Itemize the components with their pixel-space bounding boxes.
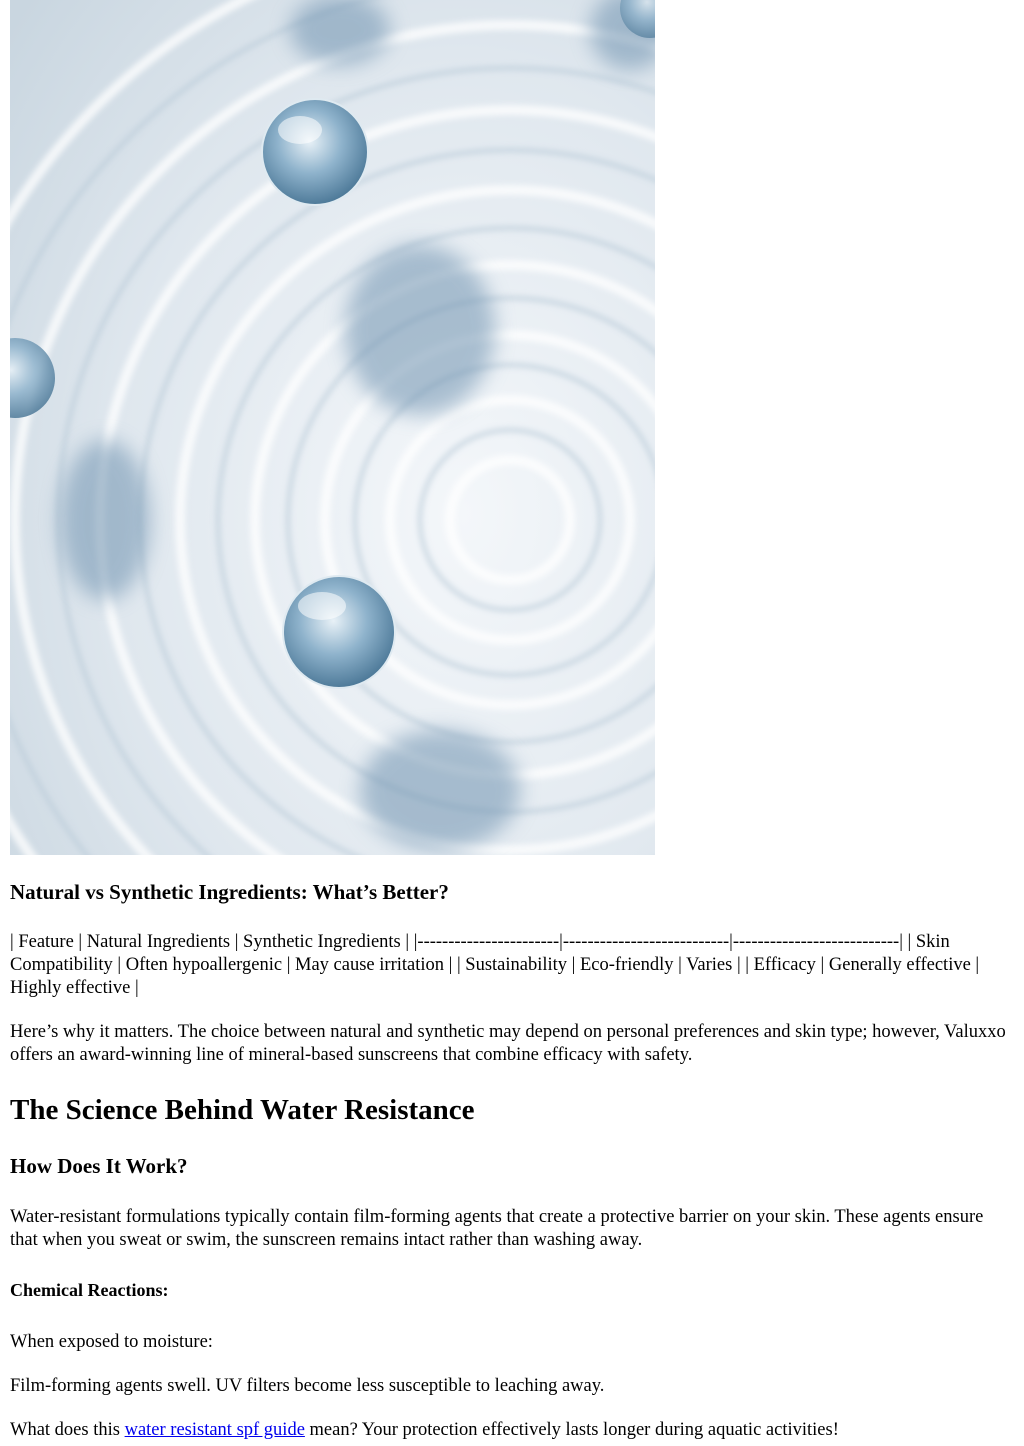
moisture-text: When exposed to moisture: (10, 1332, 213, 1352)
ingredients-table-text: | Feature | Natural Ingredients | Synthetic Ingredients | |-----------------------|---------------------------|---------------------------| | Skin Compatibility | Often hypoallergenic | May cause irritation | | Sustainability | Eco-friendly | Varies | | Efficacy | Generally effective | Highly effective | (10, 932, 980, 998)
water-resistant-spf-guide-link[interactable]: water resistant spf guide (124, 1420, 305, 1440)
film-forming-paragraph: Water-resistant formulations typically contain film-forming agents that create a protective barrier on your skin. These agents ensure that when you sweat or swim, the sunscreen remains intact rather than washing away. (10, 1207, 984, 1250)
closing-paragraph (10, 1419, 1010, 1442)
sub-heading-how-it-works: How Does It Work? (10, 1154, 188, 1178)
chemical-reactions-heading: Chemical Reactions: (10, 1280, 169, 1300)
film-agents-text: Film-forming agents swell. UV filters become less susceptible to leaching away. (10, 1376, 605, 1396)
water-ripples-with-glass-beads-image (10, 0, 655, 855)
closing-text-before: What does this (10, 1420, 125, 1440)
hero-image (10, 0, 655, 855)
closing-text-after: mean? Your protection effectively lasts longer during aquatic activities! (304, 1420, 839, 1440)
section-heading-water-resistance: The Science Behind Water Resistance (10, 1094, 475, 1126)
natural-synthetic-paragraph: Here’s why it matters. The choice between natural and synthetic may depend on personal preferences and skin type; however, Valuxxo offers an award-winning line of mineral-based sunscreens that combine efficacy with safety. (10, 1022, 1006, 1065)
section-heading-natural-vs-synthetic: Natural vs Synthetic Ingredients: What’s Better? (10, 880, 449, 904)
